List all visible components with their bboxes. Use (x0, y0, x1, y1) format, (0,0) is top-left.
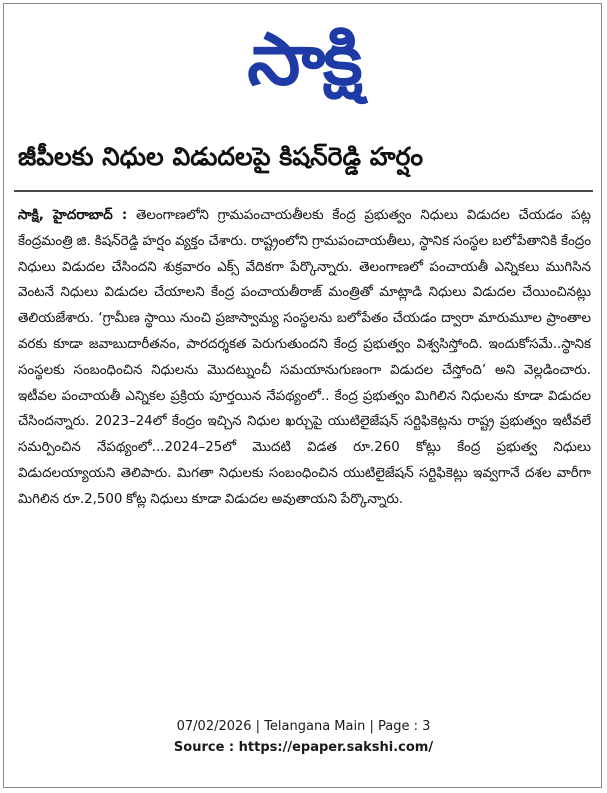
sakshi-logo: సాక్షి (246, 17, 361, 101)
article-headline: జీపీలకు నిధుల విడుదలపై కిషన్‌రెడ్డి హర్షం (18, 142, 424, 171)
article-paragraph (18, 203, 591, 513)
article-body (18, 203, 591, 513)
page-footer (0, 716, 607, 758)
edition-info: 07/02/2026 | Telangana Main | Page : 3 (176, 719, 431, 734)
masthead (0, 14, 607, 104)
headline-divider (14, 190, 593, 192)
source-link[interactable]: Source : https://epaper.sakshi.com/ (173, 740, 434, 755)
article-text: తెలంగాణలోని గ్రామపంచాయతీలకు కేంద్ర ప్రభుత్వం నిధులు విడుదల చేయడం పట్ల కేంద్రమంత్రి జి. కిషన్‌రెడ్డి హర్షం వ్యక్తం చేశారు. రాష్ట్రంలోని గ్రామపంచాయతీలు, స్థానిక సంస్థల బలోపేతానికి కేంద్రం నిధులు విడుదల చేసిందని శుక్రవారం ఎక్స్ వేదికగా పేర్కొన్నారు. తెలంగాణలో పంచాయతీ ఎన్నికలు ముగిసిన వెంటనే నిధులు విడుదల చేయాలని కేంద్ర పంచాయతీరాజ్ మంత్రితో మాట్లాడి నిధులు విడుదల చేయించినట్లు తెలియజేశారు. ‘గ్రామీణ స్థాయి నుంచి ప్రజాస్వామ్య సంస్థలను బలోపేతం చేయడం ద్వారా మారుమూల ప్రాంతాల వరకు కూడా జవాబుదారీతనం, పారదర్శకత పెరుగుతుందని కేంద్ర ప్రభుత్వం విశ్వసిస్తోంది. ఇందుకోసమే..స్థానిక సంస్థలకు సంబంధించిన నిధులను మొదట్నుంచీ సమయానుగుణంగా విడుదల చేస్తోంది’ అని వెల్లడించారు. ఇటీవల పంచాయతీ ఎన్నికల ప్రక్రియ పూర్తయిన నేపథ్యంలో.. కేంద్ర ప్రభుత్వం మిగిలిన నిధులను కూడా విడుదల చేసిందన్నారు. 2023–24లో కేంద్రం ఇచ్చిన నిధుల ఖర్చుపై యుటిలైజేషన్ సర్టిఫికెట్లను రాష్ట్ర ప్రభుత్వం ఇటీవలే సమర్పించిన నేపథ్యంలో...2024–25లో మొదటి విడత రూ.260 కోట్లు కేంద్ర ప్రభుత్వ నిధులు విడుదలయ్యాయని తెలిపారు. మిగతా నిధులకు సంబంధించిన యుటిలైజేషన్ సర్టిఫికెట్లు ఇవ్వగానే దశల వారీగా మిగిలిన రూ.2,500 కోట్ల నిధులు కూడా విడుదల అవుతాయని పేర్కొన్నారు. (18, 208, 591, 507)
article-dateline: సాక్షి, హైదరాబాద్ : (18, 208, 128, 223)
